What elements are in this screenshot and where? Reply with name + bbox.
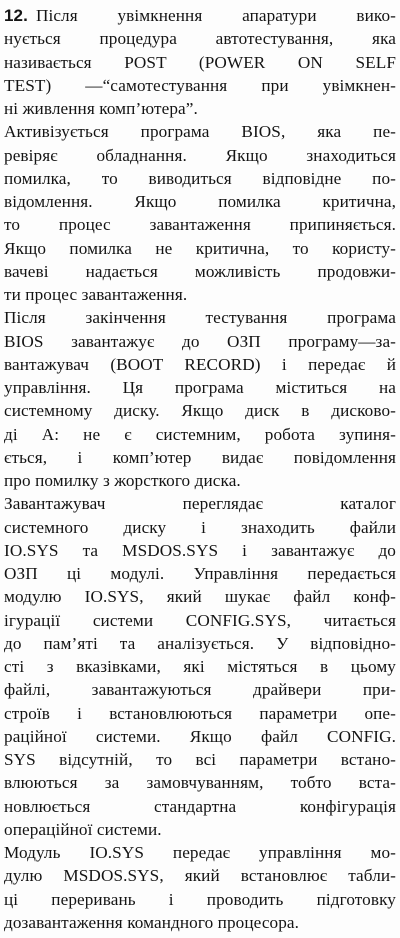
text-line: ці переривань і проводить підготовку <box>4 889 396 909</box>
text-line: Модуль IO.SYS передає управління мо- <box>4 843 396 862</box>
text-line: ді А: не є системним, робота зупиня- <box>4 424 396 444</box>
text-line: TEST) —“самотестування при увімкнен- <box>4 75 396 95</box>
text-line: відомлення. Якщо помилка критична, <box>4 192 396 211</box>
text-line: нується процедура автотестування, яка <box>4 29 396 49</box>
text-line: вачеві надається можливість продовжи- <box>4 261 396 281</box>
line-text: Після увімкнення апаратури вико- <box>35 6 396 25</box>
text-line: помилка, то виводиться відповідне по- <box>4 168 396 188</box>
text-line: строїв і встановлюються параметри опе- <box>4 703 396 723</box>
text-line: сті з вказівками, які містяться в цьому <box>4 657 396 676</box>
text-line: Активізується програма BIOS, яка пе- <box>4 122 396 142</box>
text-line: BIOS завантажує до ОЗП програму—за- <box>4 331 396 351</box>
text-line: модулю IO.SYS, який шукає файл конф- <box>4 587 396 607</box>
text-line: ти процес завантаження. <box>4 285 188 304</box>
text-line: Після закінчення тестування програма <box>4 308 396 328</box>
item-number: 12. <box>4 6 28 25</box>
text-line: SYS відсутній, то всі параметри встано- <box>4 750 396 769</box>
text-line: ревіряє обладнання. Якщо знаходиться <box>4 145 396 165</box>
text-line: влюються за замовчуванням, тобто вста- <box>4 773 396 793</box>
text-line: дулю MSDOS.SYS, який встановлює табли- <box>4 866 396 886</box>
text-line: називається POST (POWER ON SELF <box>4 52 396 72</box>
text-line: вантажувач (BOOT RECORD) і передає й <box>4 354 396 374</box>
text-line: ОЗП ці модулі. Управління передається <box>4 564 396 583</box>
text-line: то процес завантаження припиняється. <box>4 215 396 235</box>
text-line: управління. Ця програма міститься на <box>4 378 396 397</box>
text-line: Завантажувач переглядає каталог <box>4 494 396 514</box>
text-line: до пам’яті та аналізується. У відповідно- <box>4 633 396 653</box>
text-line: про помилку з жорсткого диска. <box>4 471 241 490</box>
text-line: операційної системи. <box>4 819 162 839</box>
text-line: системному диску. Якщо диск в дисково- <box>4 401 396 421</box>
text-line: раційної системи. Якщо файл CONFIG. <box>4 726 396 746</box>
text-line <box>4 4 396 27</box>
text-line: Якщо помилка не критична, то користу- <box>4 238 396 258</box>
text-line: системного диску і знаходить файли <box>4 517 396 537</box>
text-line: ється, і комп’ютер видає повідомлення <box>4 447 396 467</box>
text-line: дозавантаження командного процесора. <box>4 912 300 932</box>
text-line: ігурації системи CONFIG.SYS, читається <box>4 610 396 630</box>
text-line: IO.SYS та MSDOS.SYS і завантажує до <box>4 540 396 560</box>
text-line: файлі, завантажуються драйвери при- <box>4 680 396 700</box>
text-line: ні живлення комп’ютера”. <box>4 99 198 118</box>
text-line: новлюється стандартна конфігурація <box>4 796 396 816</box>
